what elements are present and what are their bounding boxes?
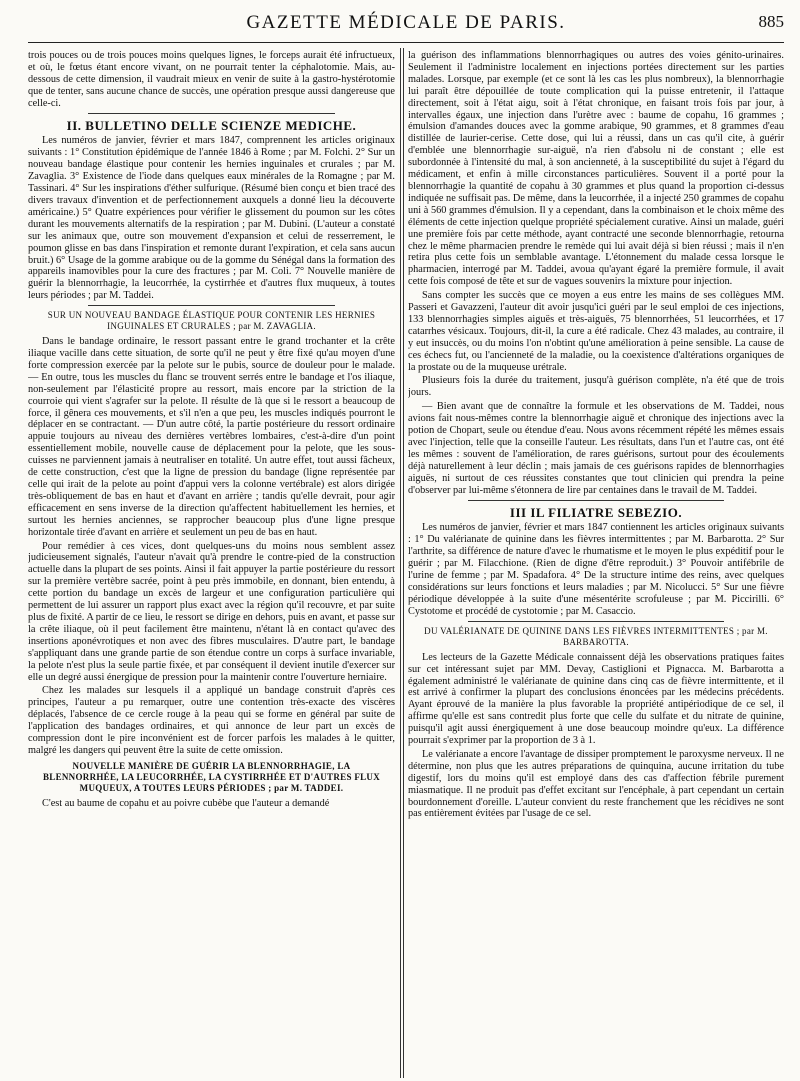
paragraph: — Bien avant que de connaître la formule et les observations de M. Taddei, nous avions fait nous-mêmes contre la blennorrhagie aiguë et chronique des injections avec la potion de Chopart, seule ou étendue d'eau. Nous avons récemment répété les mêmes essais avec l'injection, telle que la conseille l'auteur. Les résultats, dans l'un et l'autre cas, ont été les mêmes : souvent de l'amélioration, de rares guérisons, surtout pour des écoulements déjà naturellement à leur déclin ; mais jamais de ces guérisons rapides de blennorrhagies aiguës, ni surtout de ces réussites constantes que tout clinicien qui prendra la peine d'observer par lui-même s'étonnera de lire par centaines dans le travail de M. Taddei. (408, 401, 784, 496)
article-heading-bandage: SUR UN NOUVEAU BANDAGE ÉLASTIQUE POUR CONTENIR LES HERNIES INGUINALES ET CRURALES ; par M. ZAVAGLIA. (47, 310, 376, 332)
paragraph: Les lecteurs de la Gazette Médicale connaissent déjà les observations pratiques faites sur cet intéressant sujet par MM. Devay, Castiglioni et Pignacca. M. Barbarotta a également administré le valérianate de quinine dans cinq cas de fièvre intermittente, et il est arrivé à confirmer la plupart des conclusions énoncées par les médecins précédents. Ayant éprouvé de la manière la plus favorable la propriété antipériodique de ce sel, il affirme qu'elle est sans contredit plus forte que celle du sulfate et du nitrate de quinine, puisqu'il agit aussi énergiquement à une dose beaucoup moindre qu'eux. La différence pourrait s'exprimer par la proportion de 3 à 1. (408, 651, 784, 747)
section-rule (468, 621, 724, 622)
paragraph: Plusieurs fois la durée du traitement, jusqu'à guérison complète, n'a été que de trois jours. (408, 375, 784, 399)
right-column (408, 50, 784, 1078)
paragraph: Les numéros de janvier, février et mars 1847 contiennent les articles originaux suivants : 1° Du valérianate de quinine dans les fièvres intermittentes ; par M. Barbarotta. 2° Sur l'arthrite, sa différence de nature d'avec le rhumatisme et le moyen le plus expéditif pour le guérir ; par M. Filacchione. (Rien de digne d'être reproduit.) 3° Pouvoir antifébrile de l'urine de femme ; par M. Spadafora. 4° De la structure intime des reins, avec quelques considérations sur leurs fonctions et leurs maladies ; par M. Nicolucci. 5° Sur une fièvre périodique développée à la suite d'une mésentérite scrofuleuse ; par M. Piccirilli. 6° Cystotome et procédé de cystotomie ; par M. Casaccio. (408, 522, 784, 617)
journal-title: GAZETTE MÉDICALE DE PARIS. (246, 12, 566, 33)
section-rule (88, 113, 335, 114)
paragraph: trois pouces ou de trois pouces moins quelques lignes, le forceps aurait été infructueux, et où, le fœtus étant encore vivant, on ne pourrait tenter la céphalotomie. Mais, au-dessous de cette dimension, il vaudrait mieux en venir de suite à la gastro-hystérotomie que de tenter, sans aucune chance de succès, une opération presque aussi dangereuse que celle-ci. (28, 50, 395, 109)
paragraph: Sans compter les succès que ce moyen a eus entre les mains de ses collègues MM. Passeri et Gavazzeni, l'auteur dit avoir jusqu'ici guéri par le seul emploi de ces injections, 133 blennorrhagies simples aiguës et très-aiguës, 75 blennorrhées, 51 leucorrhées, et 17 catarrhes vésicaux. Toujours, dit-il, la cure a été radicale. Chez 43 malades, au contraire, il y eut insuccès, ou du moins l'on n'obtint qu'une amélioration à peine sensible. La cause de ces échecs fut, ou l'ancienneté de la maladie, ou la coexistence d'altérations organiques de la prostate ou de la muqueuse urétrale. (408, 290, 784, 373)
page-number: 885 (758, 12, 784, 31)
page-header (28, 8, 784, 38)
paragraph: Le valérianate a encore l'avantage de dissiper promptement le paroxysme nerveux. Il ne détermine, non plus que les autres préparations de quinquina, aucune irritation du tube digestif, lors du moins qu'il est employé dans des cas d'affection fébrile purement miasmatique. Il ne produit pas d'effet excitant sur l'encéphale, à part cependant un certain bourdonnement d'oreille. L'auteur convient du reste franchement que les récidives ne sont pas entièrement évitées par l'usage de ce sel. (408, 748, 784, 820)
section-heading-bulletino: II. BULLETINO DELLE SCIENZE MEDICHE. (66, 117, 357, 133)
section-rule (88, 305, 335, 306)
section-heading-filiatre: III IL FILIATRE SEBEZIO. (509, 504, 683, 520)
section-rule (468, 500, 724, 501)
paragraph: la guérison des inflammations blennorrhagiques ou autres des voies génito-urinaires. Seulement il l'administre localement en injections portées directement sur les parties malades. Lorsque, par exemple (et ce sont là les cas les plus nombreux), la blennorrhagie lui paraît être dépouillée de toute complication qui la puisse entretenir, il l'attaque directement, soit à l'état aigu, soit à l'état chronique, en faisant trois fois par jour, à intervalles égaux, une injection dans l'urètre avec : baume de copahu, 16 grammes ; émulsion d'amandes douces avec la gomme arabique, 90 grammes, et 8 grammes d'eau distillée de laurier-cerise. Cette dose, qui lui a réussi, dans un cas qu'il cite, à guérir d'emblée une blennorrhagie sur-aiguë, n'a rien d'absolu ni de constant ; elle est subordonnée à l'intensité du mal, à son ancienneté, à la susceptibilité du sujet à l'égard du médicament, et enfin à mille circonstances particulières. Souvent il a porté pour la blennorrhagie la quantité de copahu à 30 grammes et plus quand la proportion ci-dessus indiquée ne suffisait pas. De même, dans la leucorrhée, il a injecté 250 grammes de copahu uni à 560 grammes d'émulsion. Il y a cependant, dans la combinaison et le choix même des éléments de cette injection quelque propriété spécialement curative. Ainsi un malade, guéri une première fois par cette méthode, ayant contracté une seconde blennorrhagie, retourna chez le même pharmacien prendre le remède qui lui avait déjà si bien réussi ; mais il n'en retira plus cette fois un semblable avantage. L'étonnement du malade cessa lorsque le pharmacien, interrogé par M. Taddei, avoua qu'ayant égaré la première formule, il avait cette fois composé de tête et sur de vagues souvenirs la mixture pour injection. (408, 50, 784, 288)
article-heading-valerianate: DU VALÉRIANATE DE QUININE DANS LES FIÈVRES INTERMITTENTES ; par M. BARBAROTTA. (424, 625, 768, 647)
paragraph: Les numéros de janvier, février et mars 1847, comprennent les articles originaux suivants : 1° Constitution épidémique de l'année 1846 à Rome ; par M. Folchi. 2° Sur un nouveau bandage élastique pour contenir les hernies inguinales et crurales ; par M. Zavaglia. 3° Existence de l'iode dans quelques eaux minérales de la Romagne ; par M. Tassinari. 4° Sur les inspirations d'éther sulfurique. (Résumé bien conçu et bien tracé des divers travaux d'invention et de perfectionnement auxquels a donné lieu la découverte américaine.) 5° Quatre expériences pour vérifier le glissement du poumon sur les côtes durant les mouvements alternatifs de la respiration ; par M. Dubini. (L'auteur a constaté sur les animaux que, outre son mouvement d'expansion et celui de resserrement, le poumon glisse en bas dans l'inspiration et remonte durant l'expiration, et cela sans aucun bruit.) 6° Usage de la gomme arabique ou de la gomme du Sénégal dans la formation des appareils inamovibles pour la cure des fractures ; par M. Coli. 7° Nouvelle manière de guérir la blennorrhagie, la leucorrhée, la cystirrhée et d'autres flux muqueux, à toutes leurs périodes ; par M. Taddei. (28, 135, 395, 302)
paragraph: C'est au baume de copahu et au poivre cubèbe que l'auteur a demandé (42, 797, 330, 809)
paragraph: Dans le bandage ordinaire, le ressort passant entre le grand trochanter et la crête iliaque vacille dans cette situation, de sorte qu'il ne peut y être fixé qu'au moyen d'une forte compression exercée par la pelote sur le pubis, source de douleur pour le malade. — En outre, tous les muscles du flanc se trouvent serrés entre le bandage et l'os iliaque, non-seulement par l'élasticité propre au ressort, mais encore par la striction de la courroie qui vient s'agrafer sur la pelote. Il résulte de là que si le ressort a beaucoup de force, il gênera ces mouvements, et s'il n'en a que peu, les muscles indiqués pourront le déplacer en se contractant. — D'un autre côté, la partie postérieure du ressort ordinaire appuie toujours au niveau des dernières vertèbres lombaires, c'est-à-dire d'un point essentiellement mobile, nouvelle cause de déplacement pour la pelote, que les sous-cuisses ne parviennent jamais à neutraliser en totalité. Un autre effet, tout aussi fâcheux, de cette construction, c'est que la ligne de pression du bandage (ligne représentée par celle qui irait de la pelote au point d'appui vers la colonne vertébrale) est alors dirigée très-obliquement de bas en haut et d'avant en arrière ; tandis qu'elle devrait, pour agir efficacement en sens inverse de la direction qu'affectent habituellement les hernies, et surtout les hernies anciennes, se rapprocher beaucoup plus d'une ligne presque horizontale tirée d'avant en arrière et seulement un peu de bas en haut. (28, 336, 395, 538)
column-divider (400, 48, 404, 1078)
left-column (28, 50, 395, 1078)
paragraph: Chez les malades sur lesquels il a appliqué un bandage construit d'après ces principes, l'auteur a pu remarquer, outre une contention très-exacte des viscères déplacés, l'absence de ce cercle rouge à la peau qui se forme en général par suite de l'application des bandages ordinaires, et qui annonce de leur part un excès de compression dont le pire inconvénient est de forcer parfois les malades à le quitter, malgré les dangers qui peuvent être la suite de cette omission. (28, 685, 395, 756)
paragraph: Pour remédier à ces vices, dont quelques-uns du moins nous semblent assez judicieusement signalés, l'auteur n'avait qu'à prendre le contre-pied de la construction actuelle dans la plupart de ses points. Ainsi il fait appuyer la partie postérieure du ressort sur la première vertèbre sacrée, point à peu près immobile, en donnant, bien entendu, à cette portion du bandage un excès de largeur et une configuration particulière qui permettent de lui assurer un rapport plus exact avec la région qu'il recouvre, et par suite plus de fixité. A partir de ce lieu, le ressort se dirige en dehors, puis en avant, et passe sur la crête iliaque, où il peut facilement être maintenu, n'étant là en contact qu'avec des insertions aponévrotiques et non avec des fibres musculaires. D'autre part, le bandage s'appliquant dans une grande partie de son étendue contre un corps à surface invariable, la pelote n'est plus la seule partie fixée, et par conséquent il devient inutile d'exercer sur elle un degré aussi énergique de pression pour la maintenir contre l'ouverture herniaire. (28, 540, 395, 683)
header-rule (28, 42, 784, 43)
article-heading-blennorrhagie: NOUVELLE MANIÈRE DE GUÉRIR LA BLENNORRHAGIE, LA BLENNORRHÉE, LA LEUCORRHÉE, LA CYSTIRRHÉE ET D'AUTRES FLUX MUQUEUX, A TOUTES LEURS PÉRIODES ; par M. TADDEI. (42, 760, 381, 793)
